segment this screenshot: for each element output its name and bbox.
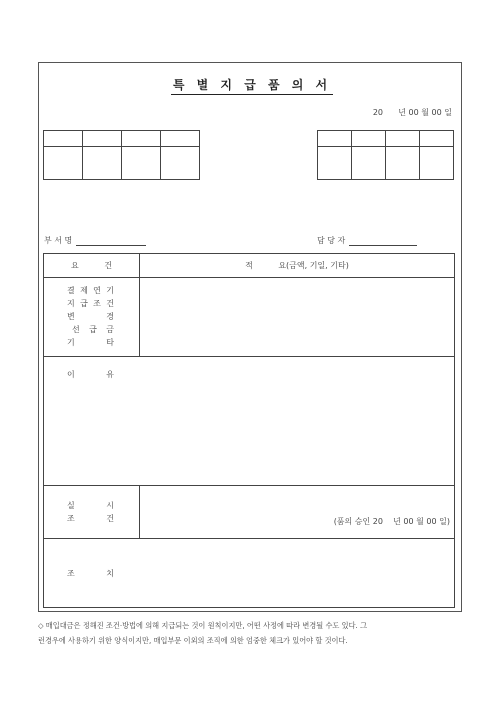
summary-header: 적 요(금액, 기일, 기타) (140, 254, 455, 278)
conditions-list (44, 278, 139, 349)
approval-sign-cell[interactable] (386, 147, 420, 180)
approval-header-cell[interactable] (386, 131, 420, 147)
approval-header-cell[interactable] (318, 131, 352, 147)
department-label: 부 서 명 (44, 236, 73, 245)
conditions-summary-cell[interactable] (140, 278, 455, 357)
date-line: 20 년 00 월 00 일 (372, 108, 452, 117)
condition-item: 결 제 연 기 (67, 286, 114, 295)
approval-sign-cell[interactable] (420, 147, 454, 180)
approval-header-cell[interactable] (352, 131, 386, 147)
approval-header-cell[interactable] (420, 131, 454, 147)
execution-label-cell (44, 486, 140, 539)
approval-sign-cell[interactable] (44, 147, 83, 180)
form-title: 특 별 지 급 품 의 서 (0, 76, 504, 93)
condition-item: 지 급 조 건 (67, 299, 114, 308)
department-field[interactable] (44, 235, 146, 246)
approval-sign-cell[interactable] (318, 147, 352, 180)
approval-header-cell[interactable] (161, 131, 200, 147)
measure-cell[interactable] (44, 539, 455, 608)
approval-sign-cell[interactable] (83, 147, 122, 180)
condition-item: 기 타 (67, 338, 114, 347)
approval-header-cell[interactable] (44, 131, 83, 147)
reason-cell[interactable] (44, 357, 455, 486)
footnote-line: 런경우에 사용하기 위한 양식이지만, 매입부문 이외의 조직에 의한 엄중한 체크가 있어야 할 것이다. (38, 636, 348, 645)
execution-value-cell[interactable] (140, 486, 455, 539)
request-table (43, 253, 455, 608)
reason-label: 이 유 (67, 370, 114, 379)
approval-box-left (43, 130, 200, 180)
approval-box-right (317, 130, 454, 180)
footnote-line: ◇ 매입대금은 정해진 조건·방법에 의해 지급되는 것이 원칙이지만, 어떤 사정에 따라 변경될 수도 있다. 그 (38, 621, 368, 630)
measure-label: 조 치 (67, 568, 114, 578)
conditions-header: 요 건 (44, 254, 140, 278)
approval-sign-cell[interactable] (161, 147, 200, 180)
approval-date: (품의 승인 20 년 00 월 00 일) (333, 517, 450, 526)
manager-field[interactable] (317, 235, 417, 246)
department-input-line[interactable] (76, 236, 146, 246)
approval-sign-cell[interactable] (122, 147, 161, 180)
approval-sign-cell[interactable] (352, 147, 386, 180)
footnote (38, 618, 468, 648)
condition-item: 변 경 (67, 312, 114, 321)
manager-input-line[interactable] (349, 236, 417, 246)
conditions-list-cell (44, 278, 140, 357)
approval-header-cell[interactable] (122, 131, 161, 147)
manager-label: 담 당 자 (317, 236, 346, 245)
approval-header-cell[interactable] (83, 131, 122, 147)
execution-label: 실 시 조 건 (67, 501, 114, 523)
condition-item: 선 급 금 (72, 325, 114, 334)
